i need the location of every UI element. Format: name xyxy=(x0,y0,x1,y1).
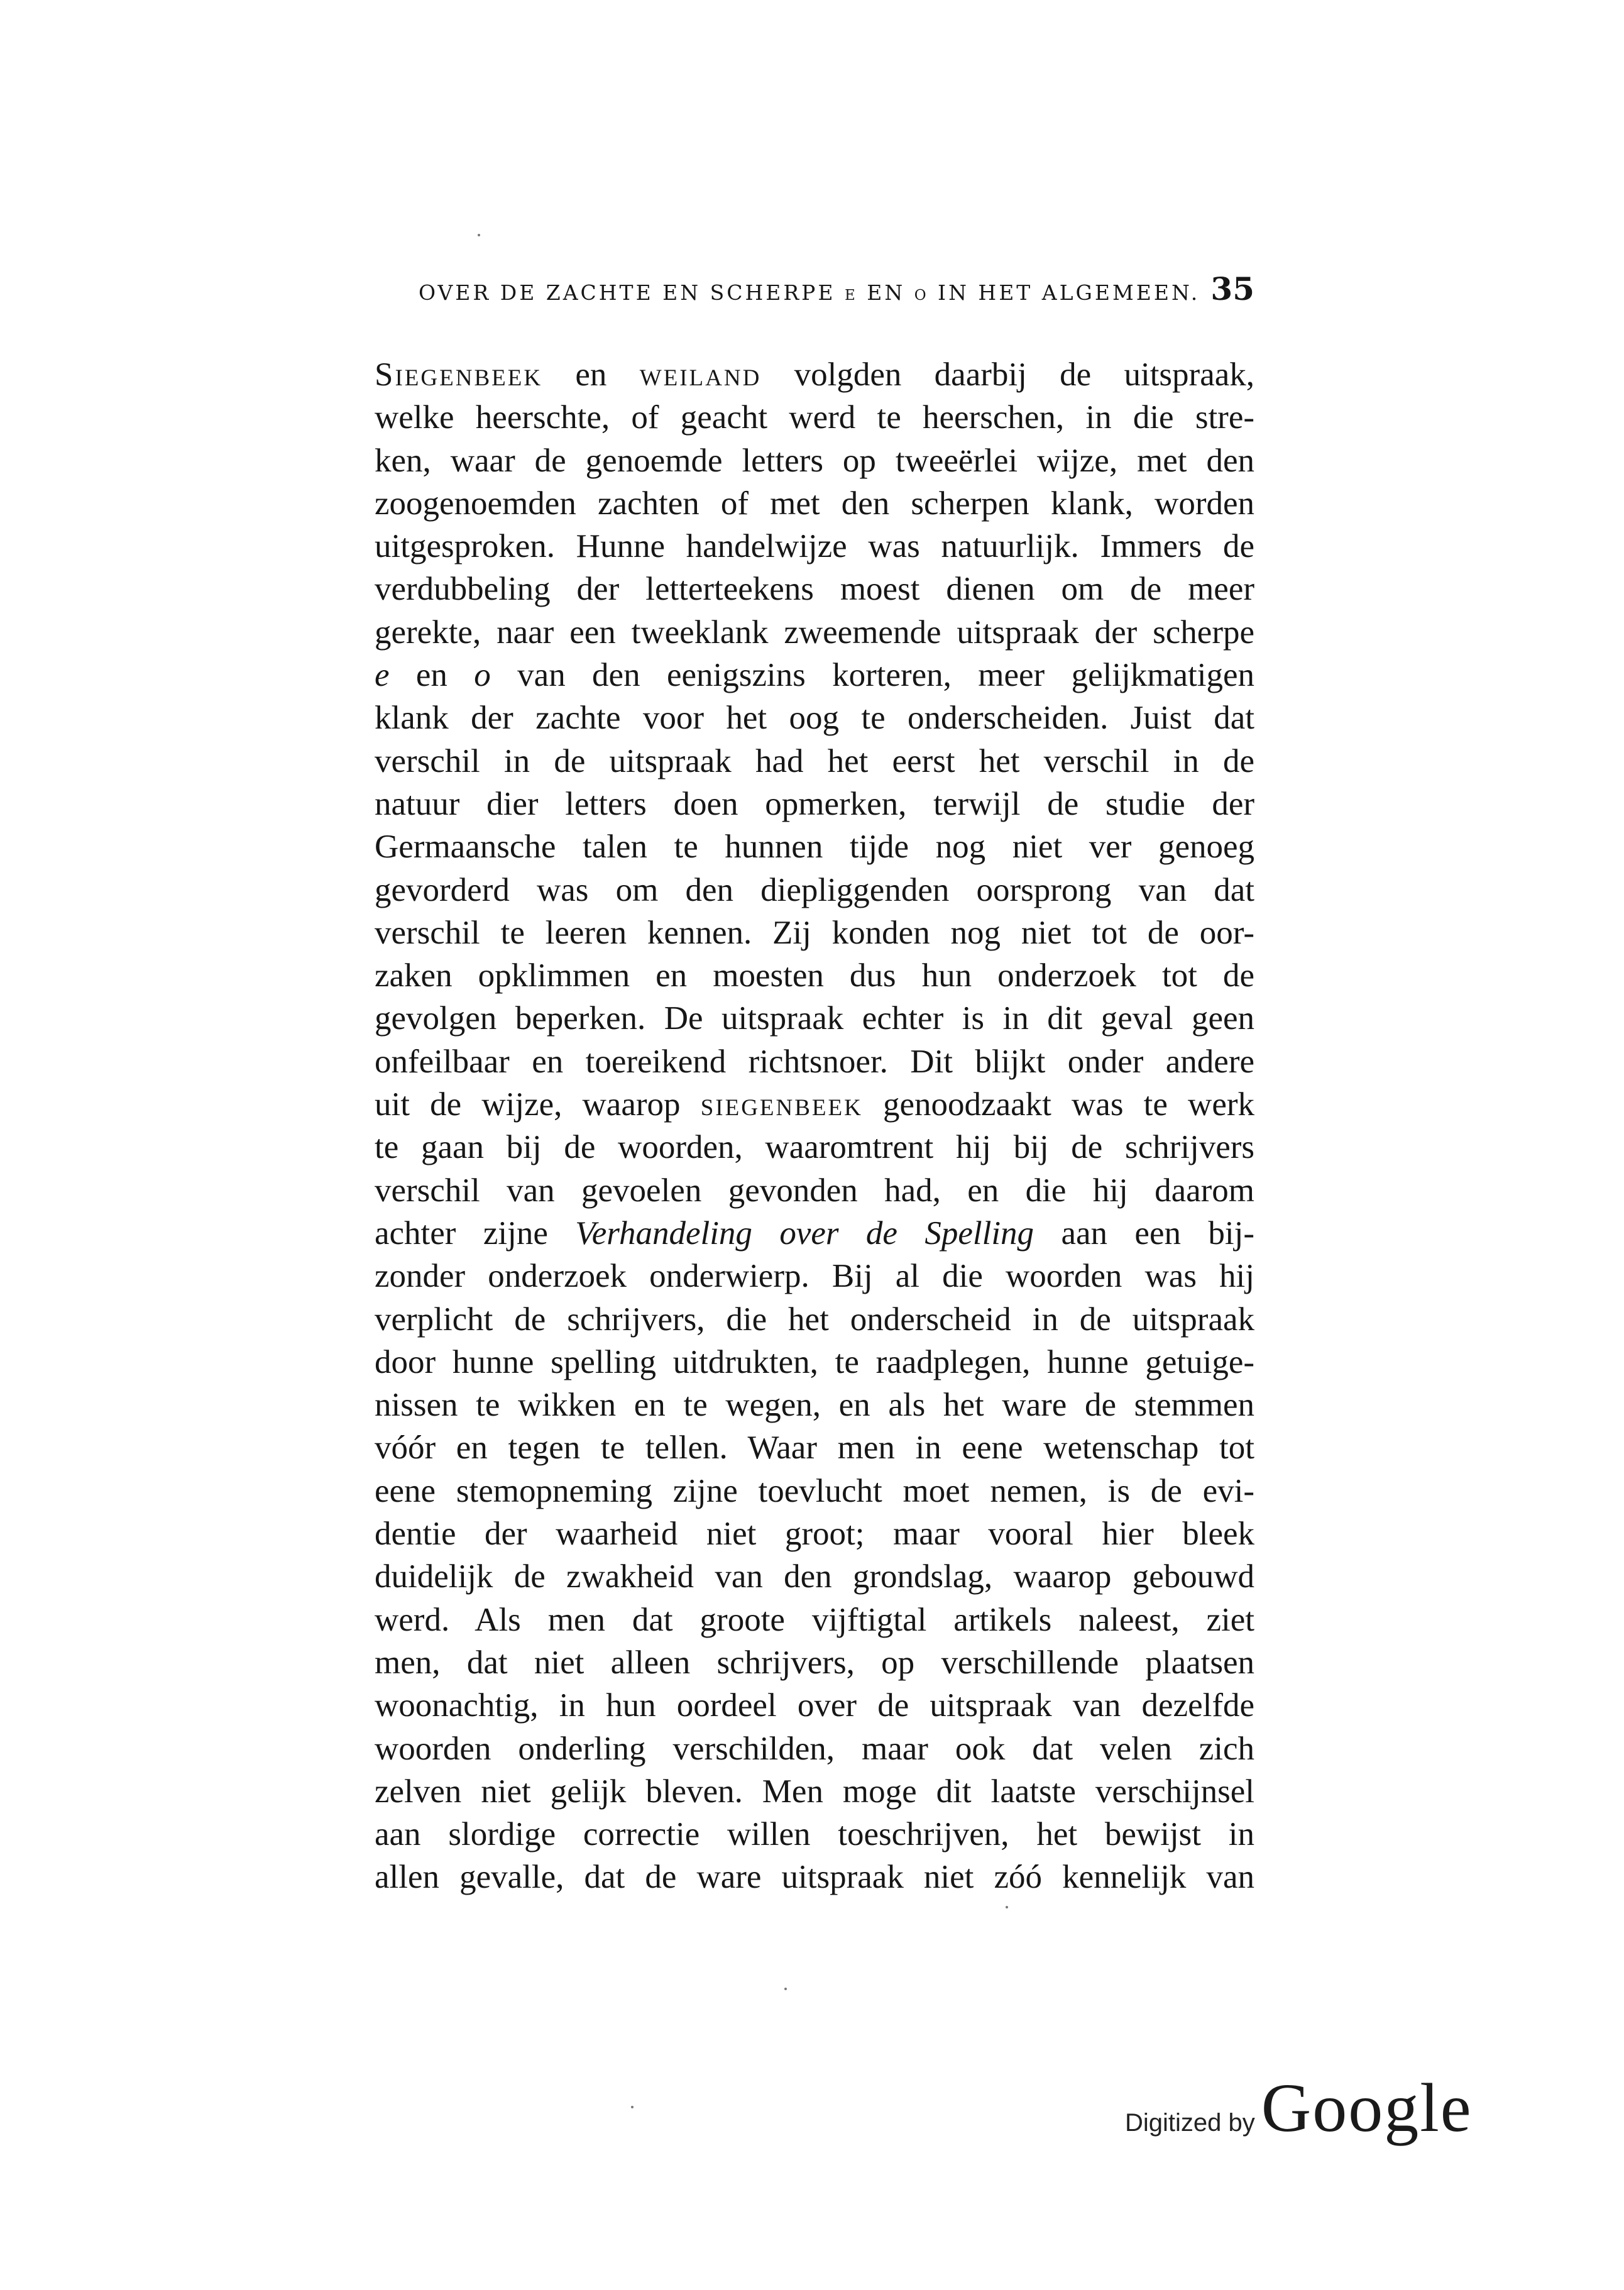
text-line xyxy=(375,654,1254,696)
text-run: welke heerschte, of geacht werd te heerschen, in die stre- xyxy=(375,399,1254,436)
text-line xyxy=(375,954,1254,997)
text-line xyxy=(375,783,1254,825)
running-head xyxy=(419,270,1254,314)
text-line xyxy=(375,568,1254,610)
running-head-title: OVER DE ZACHTE EN SCHERPE e EN o IN HET ALGEMEEN. xyxy=(419,280,1200,305)
scan-speck xyxy=(784,1988,787,1990)
body-text xyxy=(375,353,1254,1899)
small-caps-name: Siegenbeek xyxy=(375,356,543,393)
text-run: en xyxy=(389,657,475,694)
text-run: genoodzaakt was te werk xyxy=(862,1086,1254,1123)
text-line xyxy=(375,1641,1254,1684)
digitized-by-google-watermark xyxy=(1125,2068,1473,2156)
text-line xyxy=(375,1555,1254,1598)
text-run: woorden onderling verschilden, maar ook dat velen zich xyxy=(375,1730,1254,1767)
text-line xyxy=(375,1684,1254,1727)
text-line xyxy=(375,1255,1254,1297)
italic-text: Verhandeling over de Spelling xyxy=(575,1214,1034,1252)
text-run: duidelijk de zwakheid van den grondslag, waarop gebouwd xyxy=(375,1558,1254,1595)
text-line xyxy=(375,911,1254,954)
text-line xyxy=(375,396,1254,439)
scan-speck xyxy=(1006,1906,1008,1908)
text-run: gerekte, naar een tweeklank zweemende uitspraak der scherpe xyxy=(375,614,1254,651)
text-run: eene stemopneming zijne toevlucht moet nemen, is de evi- xyxy=(375,1472,1254,1509)
text-run: volgden daarbij de uitspraak, xyxy=(761,356,1254,393)
text-run: onfeilbaar en toereikend richtsnoer. Dit blijkt onder andere xyxy=(375,1043,1254,1080)
text-run: verschil in de uitspraak had het eerst het verschil in de xyxy=(375,742,1254,779)
text-line xyxy=(375,439,1254,482)
text-line xyxy=(375,1599,1254,1641)
text-run: verschil van gevoelen gevonden had, en die hij daarom xyxy=(375,1172,1254,1209)
text-run: allen gevalle, dat de ware uitspraak niet zóó kennelijk van xyxy=(375,1859,1254,1896)
text-run: zaken opklimmen en moesten dus hun onderzoek tot de xyxy=(375,957,1254,994)
text-run: zoogenoemden zachten of met den scherpen klank, worden xyxy=(375,485,1254,522)
text-run: nissen te wikken en te wegen, en als het ware de stemmen xyxy=(375,1387,1254,1424)
text-run: aan slordige correctie willen toeschrijven, het bewijst in xyxy=(375,1816,1254,1853)
text-line xyxy=(375,869,1254,911)
page-number: 35 xyxy=(1210,270,1254,307)
text-run: klank der zachte voor het oog te onderscheiden. Juist dat xyxy=(375,700,1254,737)
text-line xyxy=(375,1083,1254,1126)
text-run: verplicht de schrijvers, die het onderscheid in de uitspraak xyxy=(375,1301,1254,1338)
text-run: woonachtig, in hun oordeel over de uitspraak van dezelfde xyxy=(375,1687,1254,1724)
text-line xyxy=(375,1512,1254,1555)
text-line xyxy=(375,825,1254,868)
text-run: en xyxy=(542,356,640,393)
text-line xyxy=(375,1770,1254,1813)
text-line xyxy=(375,1426,1254,1469)
text-line xyxy=(375,1384,1254,1426)
text-line xyxy=(375,1298,1254,1341)
text-run: vóór en tegen te tellen. Waar men in eene wetenschap tot xyxy=(375,1429,1254,1467)
text-line xyxy=(375,1813,1254,1856)
text-line xyxy=(375,482,1254,525)
text-run: aan een bij- xyxy=(1034,1214,1254,1252)
text-line xyxy=(375,525,1254,568)
text-line xyxy=(375,1470,1254,1512)
italic-text: o xyxy=(474,657,491,694)
text-run: dentie der waarheid niet groot; maar vooral hier bleek xyxy=(375,1516,1254,1553)
scan-speck xyxy=(478,234,480,236)
text-line xyxy=(375,1212,1254,1255)
text-line xyxy=(375,1169,1254,1212)
text-line xyxy=(375,1126,1254,1169)
text-run: achter zijne xyxy=(375,1214,576,1252)
text-run: uit de wijze, waarop xyxy=(375,1086,701,1123)
text-run: zelven niet gelijk bleven. Men moge dit laatste verschijnsel xyxy=(375,1773,1254,1810)
text-run: werd. Als men dat groote vijftigtal artikels naleest, ziet xyxy=(375,1601,1254,1638)
text-run: verschil te leeren kennen. Zij konden nog niet tot de oor- xyxy=(375,914,1254,951)
text-line xyxy=(375,1856,1254,1898)
text-run: gevorderd was om den diepliggenden oorsprong van dat xyxy=(375,871,1254,908)
text-run: te gaan bij de woorden, waaromtrent hij bij de schrijvers xyxy=(375,1129,1254,1166)
text-line xyxy=(375,611,1254,654)
text-line xyxy=(375,696,1254,739)
text-run: verdubbeling der letterteekens moest dienen om de meer xyxy=(375,571,1254,608)
small-caps-name: weiland xyxy=(639,356,762,393)
text-run: van den eenigszins korteren, meer gelijkmatigen xyxy=(490,657,1254,694)
google-logo: Google xyxy=(1261,2069,1473,2146)
text-run: ken, waar de genoemde letters op tweeërlei wijze, met den xyxy=(375,442,1254,479)
text-line xyxy=(375,353,1254,396)
text-run: men, dat niet alleen schrijvers, op verschillende plaatsen xyxy=(375,1644,1254,1681)
watermark-prefix: Digitized by xyxy=(1125,2109,1255,2137)
text-run: gevolgen beperken. De uitspraak echter is in dit geval geen xyxy=(375,1000,1254,1037)
scan-speck xyxy=(631,2106,634,2108)
text-run: natuur dier letters doen opmerken, terwijl de studie der xyxy=(375,785,1254,822)
small-caps-name: siegenbeek xyxy=(700,1086,863,1123)
italic-text: e xyxy=(375,657,390,694)
text-line xyxy=(375,997,1254,1040)
text-line xyxy=(375,740,1254,783)
text-run: Germaansche talen te hunnen tijde nog niet ver genoeg xyxy=(375,828,1254,866)
text-run: uitgesproken. Hunne handelwijze was natuurlijk. Immers de xyxy=(375,528,1254,565)
text-run: zonder onderzoek onderwierp. Bij al die woorden was hij xyxy=(375,1258,1254,1295)
text-line xyxy=(375,1040,1254,1083)
text-run: door hunne spelling uitdrukten, te raadplegen, hunne getuige- xyxy=(375,1343,1254,1380)
text-line xyxy=(375,1341,1254,1384)
text-line xyxy=(375,1727,1254,1770)
